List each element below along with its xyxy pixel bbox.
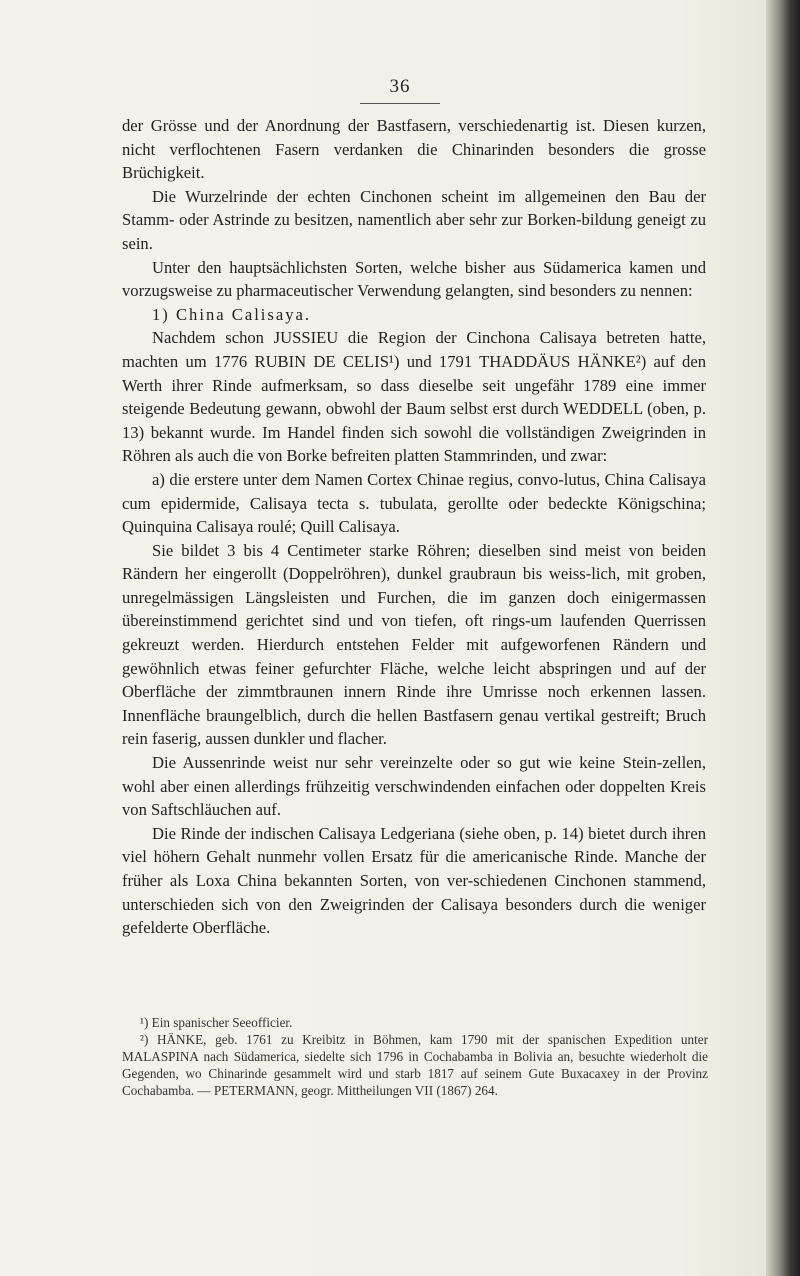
book-binding-edge <box>766 0 800 1276</box>
footnote: ¹) Ein spanischer Seeofficier. <box>140 1015 293 1030</box>
paragraph: Nachdem schon JUSSIEU die Region der Cinchona Calisaya betreten hatte, machten um 1776 RUBIN DE CELIS¹) und 1791 THADDÄUS HÄNKE²) auf den Werth ihrer Rinde aufmerksam, so dass dieselbe seit ungefähr 1789 eine immer steigende Bedeutung gewann, obwohl der Baum selbst erst durch WEDDELL (oben, p. 13) bekannt wurde. Im Handel finden sich sowohl die vollständigen Zweigrinden in Röhren als auch die von Borke befreiten platten Stammrinden, und zwar: <box>122 328 706 466</box>
paragraph: Unter den hauptsächlichsten Sorten, welche bisher aus Südamerica kamen und vorzugsweise zu pharmaceutischer Verwendung gelangten, sind besonders zu nennen: <box>122 257 706 301</box>
paragraph: Die Wurzelrinde der echten Cinchonen scheint im allgemeinen den Bau der Stamm- oder Astrinde zu besitzen, namentlich aber sehr zur Borken-bildung geneigt zu sein. <box>122 186 706 253</box>
paragraph: Die Rinde der indischen Calisaya Ledgeriana (siehe oben, p. 14) bietet durch ihren viel höhern Gehalt nunmehr vollen Ersatz für die americanische Rinde. Manche der früher als Loxa China bekannten Sorten, von ver-schiedenen Cinchonen stammend, unterschieden sich von den Zweigrinden der Calisaya besonders durch die weniger gefelderte Oberfläche. <box>122 823 706 938</box>
body-text <box>122 114 706 940</box>
paragraph: Die Aussenrinde weist nur sehr vereinzelte oder so gut wie keine Stein-zellen, wohl aber einen allerdings frühzeitig verschwindenden einfachen oder doppelten Kreis von Saftschläuchen auf. <box>122 753 706 820</box>
footnotes <box>122 1014 708 1099</box>
paragraph: der Grösse und der Anordnung der Bastfasern, verschiedenartig ist. Diesen kurzen, nicht verflochtenen Fasern verdanken die Chinarinden besonders die grosse Brüchigkeit. <box>122 116 706 183</box>
footnote: ²) HÄNKE, geb. 1761 zu Kreibitz in Böhmen, kam 1790 mit der spanischen Expedition unter MALASPINA nach Südamerica, siedelte sich 1796 in Cochabamba in Bolivia an, besuchte wiederholt die Gegenden, wo Chinarinde gesammelt wird und starb 1817 auf seinem Gute Buxacaxey in der Provinz Cochabamba. — PETERMANN, geogr. Mittheilungen VII (1867) 264. <box>122 1032 708 1098</box>
section-heading: 1) China Calisaya. <box>152 304 312 324</box>
page-number: 36 <box>389 76 411 97</box>
paragraph: a) die erstere unter dem Namen Cortex Chinae regius, convo-lutus, China Calisaya cum epidermide, Calisaya tecta s. tubulata, gerollte oder bedeckte Königschina; Quinquina Calisaya roulé; Quill Calisaya. <box>122 469 706 537</box>
paragraph: Sie bildet 3 bis 4 Centimeter starke Röhren; dieselben sind meist von beiden Rändern her eingerollt (Doppelröhren), dunkel graubraun bis weiss-lich, mit groben, unregelmässigen Längsleisten und Furchen, die im ganzen doch einigermassen übereinstimmend gerichtet sind und von tiefen, oft rings-um laufenden Querrissen gekreuzt werden. Hierdurch entstehen Felder mit aufgeworfenen Rändern und gewöhnlich etwas feiner gefurchter Fläche, welche leicht abspringen und auf der Oberfläche der zimmtbraunen innern Rinde ihre Umrisse noch erkennen lassen. Innenfläche braungelblich, durch die hellen Bastfasern genau vertikal gestreift; Bruch rein faserig, aussen dunkler und flacher. <box>122 540 706 749</box>
page-number-rule <box>360 103 440 104</box>
